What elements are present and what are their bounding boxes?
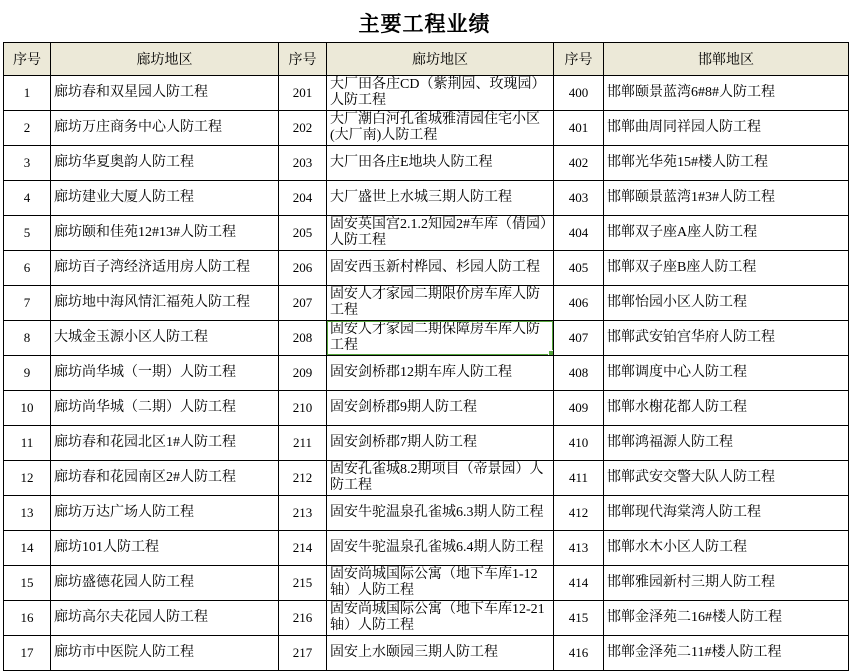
row-number-cell[interactable]: 1 — [4, 76, 51, 111]
row-number-cell[interactable]: 2 — [4, 111, 51, 146]
project-cell[interactable]: 廊坊建业大厦人防工程 — [51, 181, 279, 216]
row-number-cell[interactable]: 405 — [554, 251, 604, 286]
project-cell[interactable]: 邯郸颐景蓝湾6#8#人防工程 — [604, 76, 849, 111]
project-cell[interactable]: 固安尚城国际公寓（地下车库1-12轴）人防工程 — [327, 566, 554, 601]
table-row — [4, 76, 849, 111]
project-cell[interactable]: 廊坊万庄商务中心人防工程 — [51, 111, 279, 146]
project-cell[interactable]: 邯郸水木小区人防工程 — [604, 531, 849, 566]
row-number-cell[interactable]: 411 — [554, 461, 604, 496]
row-number-cell[interactable]: 207 — [279, 286, 327, 321]
project-cell[interactable]: 廊坊颐和佳苑12#13#人防工程 — [51, 216, 279, 251]
project-cell[interactable]: 廊坊尚华城（一期）人防工程 — [51, 356, 279, 391]
project-cell[interactable]: 廊坊尚华城（二期）人防工程 — [51, 391, 279, 426]
row-number-cell[interactable]: 400 — [554, 76, 604, 111]
selected-cell[interactable]: 固安人才家园二期保障房车库人防工程 — [327, 321, 554, 356]
table-row — [4, 426, 849, 461]
project-cell[interactable]: 大厂盛世上水城三期人防工程 — [327, 181, 554, 216]
col-header-seq-2[interactable]: 序号 — [279, 43, 327, 76]
project-cell[interactable]: 固安西玉新村桦园、杉园人防工程 — [327, 251, 554, 286]
project-cell[interactable]: 固安英国宫2.1.2知园2#车库（倩园）人防工程 — [327, 216, 554, 251]
row-number-cell[interactable]: 414 — [554, 566, 604, 601]
project-cell[interactable]: 固安牛驼温泉孔雀城6.3期人防工程 — [327, 496, 554, 531]
project-cell[interactable]: 邯郸怡园小区人防工程 — [604, 286, 849, 321]
row-number-cell[interactable]: 11 — [4, 426, 51, 461]
table-row — [4, 146, 849, 181]
row-number-cell[interactable]: 206 — [279, 251, 327, 286]
project-cell[interactable]: 邯郸颐景蓝湾1#3#人防工程 — [604, 181, 849, 216]
project-cell[interactable]: 廊坊市中医院人防工程 — [51, 636, 279, 671]
project-cell[interactable]: 固安人才家园二期限价房车库人防工程 — [327, 286, 554, 321]
row-number-cell[interactable]: 407 — [554, 321, 604, 356]
project-cell[interactable]: 固安剑桥郡12期车库人防工程 — [327, 356, 554, 391]
row-number-cell[interactable]: 404 — [554, 216, 604, 251]
row-number-cell[interactable]: 203 — [279, 146, 327, 181]
project-cell[interactable]: 固安剑桥郡9期人防工程 — [327, 391, 554, 426]
row-number-cell[interactable]: 205 — [279, 216, 327, 251]
row-number-cell[interactable]: 402 — [554, 146, 604, 181]
row-number-cell[interactable]: 6 — [4, 251, 51, 286]
row-number-cell[interactable]: 3 — [4, 146, 51, 181]
table-row — [4, 601, 849, 636]
row-number-cell[interactable]: 216 — [279, 601, 327, 636]
header-row — [4, 43, 849, 76]
row-number-cell[interactable]: 14 — [4, 531, 51, 566]
row-number-cell[interactable]: 10 — [4, 391, 51, 426]
table-row — [4, 461, 849, 496]
col-header-seq-1[interactable]: 序号 — [4, 43, 51, 76]
col-header-handan[interactable]: 邯郸地区 — [604, 43, 849, 76]
col-header-langfang-1[interactable]: 廊坊地区 — [51, 43, 279, 76]
project-cell[interactable]: 邯郸鸿福源人防工程 — [604, 426, 849, 461]
project-cell[interactable]: 邯郸双子座A座人防工程 — [604, 216, 849, 251]
project-cell[interactable]: 邯郸水榭花都人防工程 — [604, 391, 849, 426]
project-cell[interactable]: 大厂田各庄E地块人防工程 — [327, 146, 554, 181]
project-cell[interactable]: 廊坊春和花园南区2#人防工程 — [51, 461, 279, 496]
row-number-cell[interactable]: 204 — [279, 181, 327, 216]
row-number-cell[interactable]: 401 — [554, 111, 604, 146]
table-row — [4, 321, 849, 356]
table-row — [4, 286, 849, 321]
row-number-cell[interactable]: 408 — [554, 356, 604, 391]
project-cell[interactable]: 固安尚城国际公寓（地下车库12-21轴）人防工程 — [327, 601, 554, 636]
table-row — [4, 391, 849, 426]
project-cell[interactable]: 廊坊华夏奥韵人防工程 — [51, 146, 279, 181]
project-cell[interactable]: 大城金玉源小区人防工程 — [51, 321, 279, 356]
row-number-cell[interactable]: 7 — [4, 286, 51, 321]
project-cell[interactable]: 固安上水颐园三期人防工程 — [327, 636, 554, 671]
row-number-cell[interactable]: 412 — [554, 496, 604, 531]
row-number-cell[interactable]: 208 — [279, 321, 327, 356]
row-number-cell[interactable]: 201 — [279, 76, 327, 111]
row-number-cell[interactable]: 210 — [279, 391, 327, 426]
project-cell[interactable]: 固安剑桥郡7期人防工程 — [327, 426, 554, 461]
project-cell[interactable]: 邯郸调度中心人防工程 — [604, 356, 849, 391]
table-row — [4, 531, 849, 566]
project-cell[interactable]: 邯郸金泽苑二16#楼人防工程 — [604, 601, 849, 636]
table-row — [4, 216, 849, 251]
row-number-cell[interactable]: 415 — [554, 601, 604, 636]
row-number-cell[interactable]: 4 — [4, 181, 51, 216]
table-row — [4, 636, 849, 671]
row-number-cell[interactable]: 5 — [4, 216, 51, 251]
project-cell[interactable]: 廊坊高尔夫花园人防工程 — [51, 601, 279, 636]
project-cell[interactable]: 廊坊春和花园北区1#人防工程 — [51, 426, 279, 461]
project-cell[interactable]: 邯郸光华苑15#楼人防工程 — [604, 146, 849, 181]
row-number-cell[interactable]: 409 — [554, 391, 604, 426]
row-number-cell[interactable]: 17 — [4, 636, 51, 671]
project-cell[interactable]: 邯郸曲周同祥园人防工程 — [604, 111, 849, 146]
row-number-cell[interactable]: 416 — [554, 636, 604, 671]
table-row — [4, 356, 849, 391]
table-row — [4, 181, 849, 216]
project-cell[interactable]: 固安孔雀城8.2期项目（帝景园）人防工程 — [327, 461, 554, 496]
project-cell[interactable]: 邯郸双子座B座人防工程 — [604, 251, 849, 286]
row-number-cell[interactable]: 406 — [554, 286, 604, 321]
row-number-cell[interactable]: 13 — [4, 496, 51, 531]
project-cell[interactable]: 大厂潮白河孔雀城雅清园住宅小区(大厂南)人防工程 — [327, 111, 554, 146]
project-cell[interactable]: 廊坊春和双星园人防工程 — [51, 76, 279, 111]
table-row — [4, 251, 849, 286]
table-row — [4, 496, 849, 531]
page-title: 主要工程业绩 — [358, 12, 491, 36]
row-number-cell[interactable]: 16 — [4, 601, 51, 636]
row-number-cell[interactable]: 413 — [554, 531, 604, 566]
spreadsheet-view — [0, 6, 849, 671]
row-number-cell[interactable]: 213 — [279, 496, 327, 531]
table-body — [4, 76, 849, 671]
row-number-cell[interactable]: 202 — [279, 111, 327, 146]
project-cell[interactable]: 廊坊地中海风情汇福苑人防工程 — [51, 286, 279, 321]
row-number-cell[interactable]: 410 — [554, 426, 604, 461]
row-number-cell[interactable]: 12 — [4, 461, 51, 496]
project-cell[interactable]: 大厂田各庄CD（紫荆园、玫瑰园）人防工程 — [327, 76, 554, 111]
project-cell[interactable]: 邯郸武安交警大队人防工程 — [604, 461, 849, 496]
row-number-cell[interactable]: 209 — [279, 356, 327, 391]
fill-handle[interactable] — [548, 350, 554, 356]
row-number-cell[interactable]: 9 — [4, 356, 51, 391]
table-row — [4, 111, 849, 146]
projects-table — [3, 42, 849, 671]
row-number-cell[interactable]: 212 — [279, 461, 327, 496]
project-cell[interactable]: 邯郸金泽苑二11#楼人防工程 — [604, 636, 849, 671]
project-cell[interactable]: 廊坊百子湾经济适用房人防工程 — [51, 251, 279, 286]
project-cell[interactable]: 邯郸雅园新村三期人防工程 — [604, 566, 849, 601]
project-cell[interactable]: 固安牛驼温泉孔雀城6.4期人防工程 — [327, 531, 554, 566]
project-cell[interactable]: 邯郸现代海棠湾人防工程 — [604, 496, 849, 531]
row-number-cell[interactable]: 211 — [279, 426, 327, 461]
table-header — [4, 43, 849, 76]
col-header-langfang-2[interactable]: 廊坊地区 — [327, 43, 554, 76]
row-number-cell[interactable]: 214 — [279, 531, 327, 566]
row-number-cell[interactable]: 217 — [279, 636, 327, 671]
row-number-cell[interactable]: 15 — [4, 566, 51, 601]
project-cell[interactable]: 廊坊盛德花园人防工程 — [51, 566, 279, 601]
row-number-cell[interactable]: 8 — [4, 321, 51, 356]
selection-border — [327, 321, 554, 356]
project-cell[interactable]: 廊坊101人防工程 — [51, 531, 279, 566]
row-number-cell[interactable]: 215 — [279, 566, 327, 601]
project-cell[interactable]: 邯郸武安铂宫华府人防工程 — [604, 321, 849, 356]
row-number-cell[interactable]: 403 — [554, 181, 604, 216]
col-header-seq-3[interactable]: 序号 — [554, 43, 604, 76]
table-row — [4, 566, 849, 601]
project-cell[interactable]: 廊坊万达广场人防工程 — [51, 496, 279, 531]
